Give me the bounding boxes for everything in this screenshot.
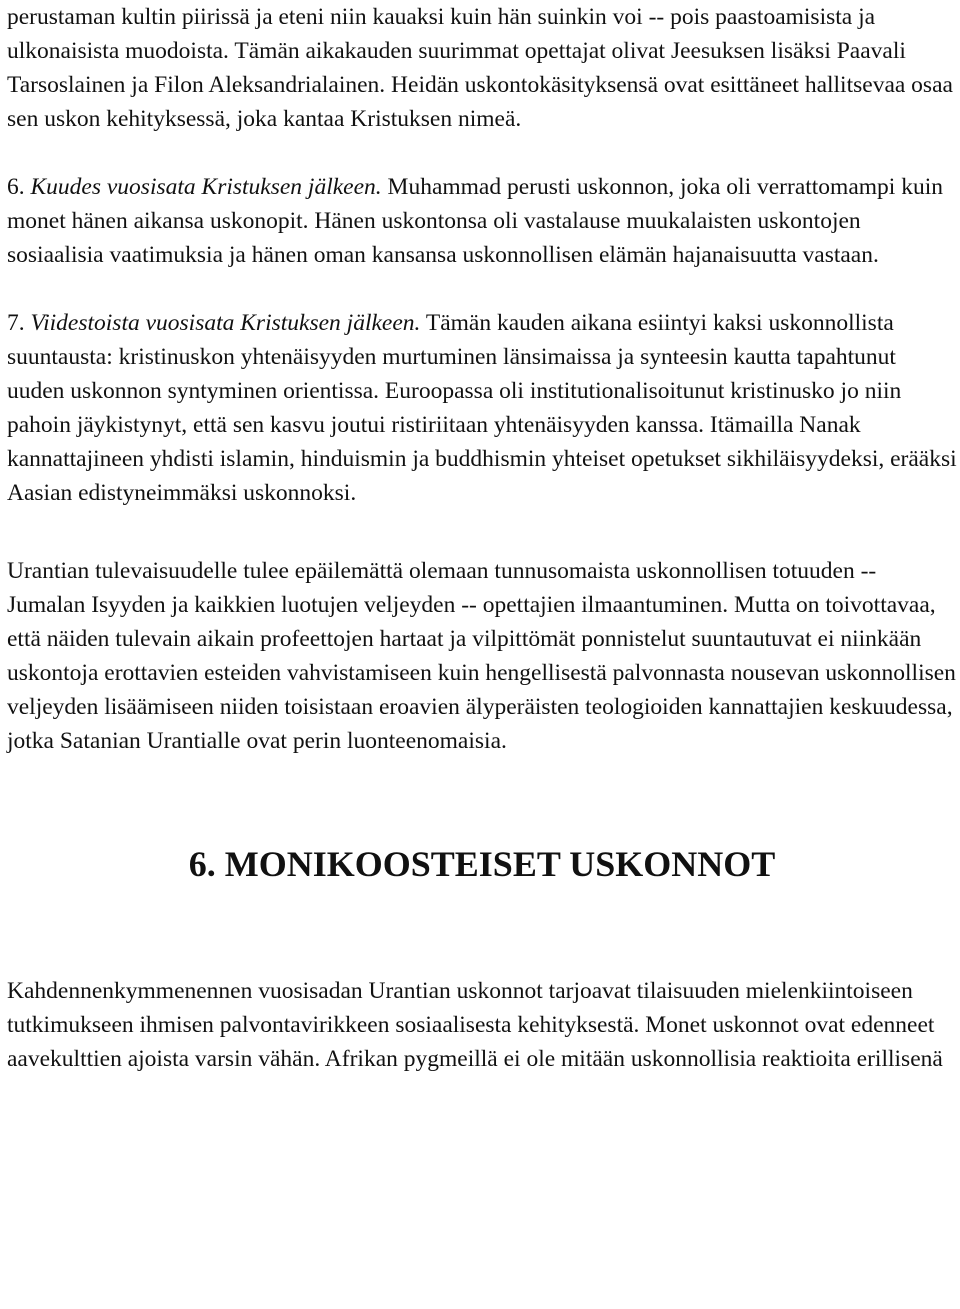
paragraph-early-christianity: perustaman kultin piirissä ja eteni niin kauaksi kuin hän suinkin voi -- pois paastoamisista ja ulkonaisista muodoista. Tämän aikakauden suurimmat opettajat olivat Jeesuksen lisäksi Paavali Tarsoslainen ja Filon Aleksandrialainen. Heidän uskontokäsityksensä ovat esittäneet hallitsevaa osaa sen uskon kehityksessä, joka kantaa Kristuksen nimeä.: [7, 4, 953, 132]
section-body-sixth-century: Muhammad perusti uskonnon, joka oli verrattomampi kuin monet hänen aikansa uskonopit. Hänen uskontonsa oli vastalause muukalaisten uskontojen sosiaalisia vaatimuksia ja hänen oman kansansa uskonnollisen elämän hajanaisuutta vastaan.: [7, 174, 943, 268]
paragraph-urantia-future: Urantian tulevaisuudelle tulee epäilemättä olemaan tunnusomaista uskonnollisen totuuden -- Jumalan Isyyden ja kaikkien luotujen veljeyden -- opettajien ilmaantuminen. Mutta on toivottavaa, että näiden tulevain aikain profeettojen hartaat ja vilpittömät ponnistelut suuntautuvat ei niinkään uskontoja erottavien esteiden vahvistamiseen kuin hengellisestä palvonnasta nousevan uskonnollisen veljeyden lisäämiseen niiden toisistaan eroavien älyperäisten teologioiden kannattajien keskuudessa, jotka Satanian Urantialle ovat perin luonteenomaisia.: [7, 558, 956, 754]
section-heading: 6. MONIKOOSTEISET USKONNOT: [188, 844, 776, 884]
section-title-fifteenth-century: Viidestoista vuosisata Kristuksen jälkeen.: [30, 310, 421, 336]
paragraph-twentieth-century: Kahdennenkymmenennen vuosisadan Urantian uskonnot tarjoavat tilaisuuden mielenkiintoiseen tutkimukseen ihmisen palvontavirikkeen sosiaalisesta kehityksestä. Monet uskonnot ovat edenneet aavekulttien ajoista varsin vähän. Afrikan pygmeillä ei ole mitään uskonnollisia reaktioita erillisenä: [7, 978, 943, 1072]
section-number-7: 7.: [7, 310, 25, 336]
document-page: [7, 0, 957, 1076]
paragraph-fifteenth-century: [7, 306, 957, 510]
paragraph-sixth-century: [7, 170, 957, 272]
section-title-sixth-century: Kuudes vuosisata Kristuksen jälkeen.: [30, 174, 382, 200]
section-body-fifteenth-century: Tämän kauden aikana esiintyi kaksi uskonnollista suuntausta: kristinuskon yhtenäisyyden murtuminen länsimaissa ja synteesin kautta tapahtunut uuden uskonnon syntyminen orientissa. Euroopassa oli institutionalisoitunut kristinusko jo niin pahoin jäykistynyt, että sen kasvu joutui ristiriitaan yhtenäisyyden kanssa. Itämailla Nanak kannattajineen yhdisti islamin, hinduismin ja buddhismin yhteiset opetukset sikhiläisyydeksi, erääksi Aasian edistyneimmäksi uskonnoksi.: [7, 310, 957, 506]
section-number-6: 6.: [7, 174, 25, 200]
